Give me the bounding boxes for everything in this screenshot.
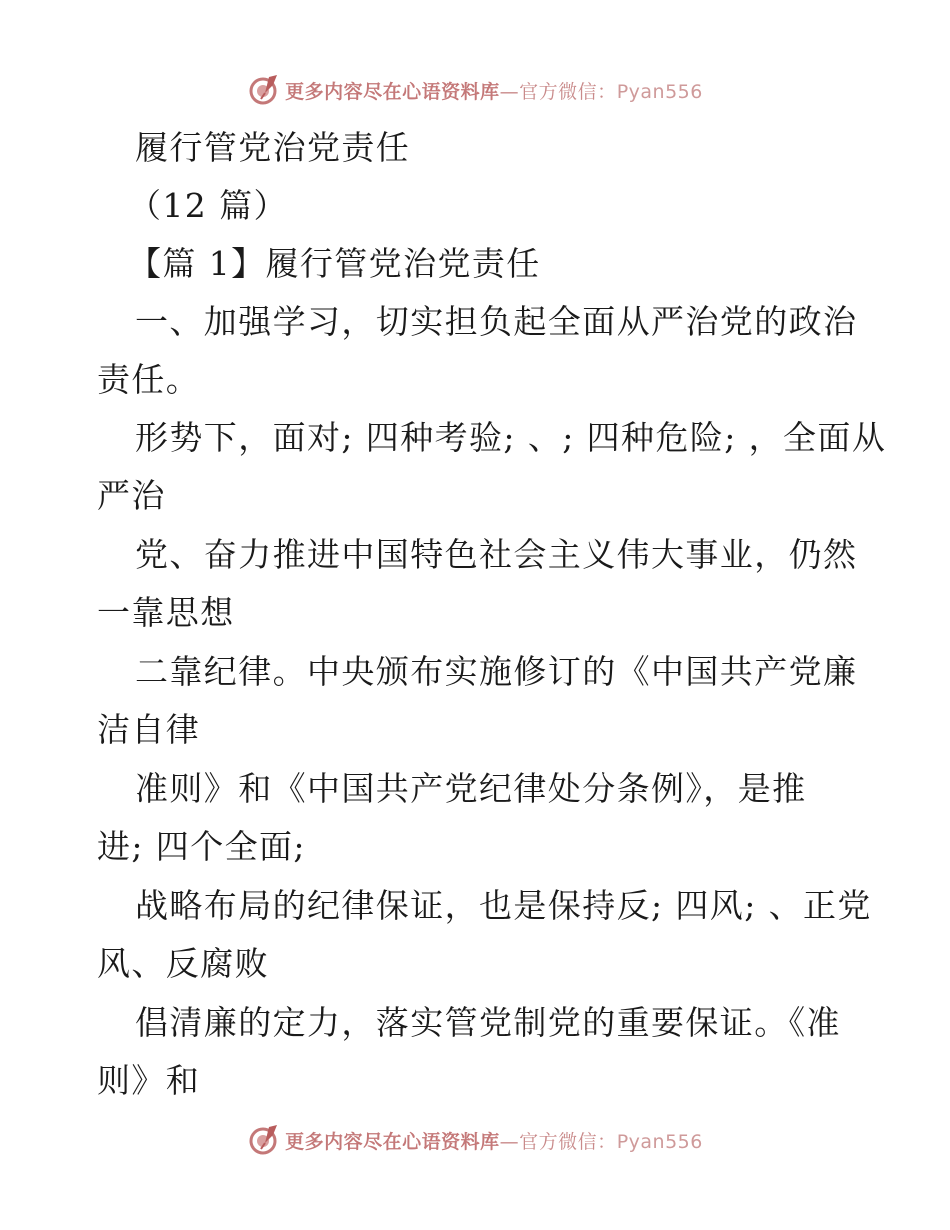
paragraph-line: 二靠纪律。中央颁布实施修订的《中国共产党廉 bbox=[135, 652, 858, 691]
paragraph-line: 洁自律 bbox=[97, 710, 201, 749]
paragraph-line: 战略布局的纪律保证，也是保持反; 四风; 、正党 bbox=[135, 886, 872, 925]
watermark-brand: 更多内容尽在心语资料库 bbox=[285, 1130, 500, 1153]
paragraph-line: 一、加强学习，切实担负起全面从严治党的政治 bbox=[135, 302, 858, 341]
paragraph-line: 严治 bbox=[97, 476, 166, 515]
paragraph-line: 则》和 bbox=[97, 1061, 201, 1100]
watermark-wechat-id: Pyan556 bbox=[616, 80, 703, 103]
watermark-wechat-id: Pyan556 bbox=[616, 1130, 703, 1153]
document-count: （12 篇） bbox=[128, 186, 288, 225]
paragraph-line: 党、奋力推进中国特色社会主义伟大事业，仍然 bbox=[135, 535, 858, 574]
paragraph-line: 形势下，面对; 四种考验; 、; 四种危险; ，全面从 bbox=[135, 418, 887, 457]
footer-watermark bbox=[0, 1120, 950, 1160]
paragraph-line: 责任。 bbox=[97, 360, 201, 399]
paragraph-line: 进; 四个全面; bbox=[97, 827, 306, 866]
quill-seal-icon bbox=[247, 1123, 281, 1157]
paragraph-line: 准则》和《中国共产党纪律处分条例》，是推 bbox=[135, 769, 807, 808]
header-watermark bbox=[0, 70, 950, 110]
watermark-label: 官方微信： bbox=[519, 80, 617, 103]
watermark-brand: 更多内容尽在心语资料库 bbox=[285, 80, 500, 103]
watermark-text bbox=[285, 77, 703, 104]
document-title: 履行管党治党责任 bbox=[135, 128, 411, 167]
watermark-label: 官方微信： bbox=[519, 1130, 617, 1153]
watermark-text bbox=[285, 1127, 703, 1154]
quill-seal-icon bbox=[247, 73, 281, 107]
paragraph-line: 倡清廉的定力，落实管党制党的重要保证。《准 bbox=[135, 1003, 841, 1042]
watermark-separator: — bbox=[499, 80, 520, 103]
paragraph-line: 风、反腐败 bbox=[97, 944, 269, 983]
watermark-separator: — bbox=[499, 1130, 520, 1153]
section-heading: 【篇 1】履行管党治党责任 bbox=[128, 244, 541, 283]
paragraph-line: 一靠思想 bbox=[97, 593, 235, 632]
